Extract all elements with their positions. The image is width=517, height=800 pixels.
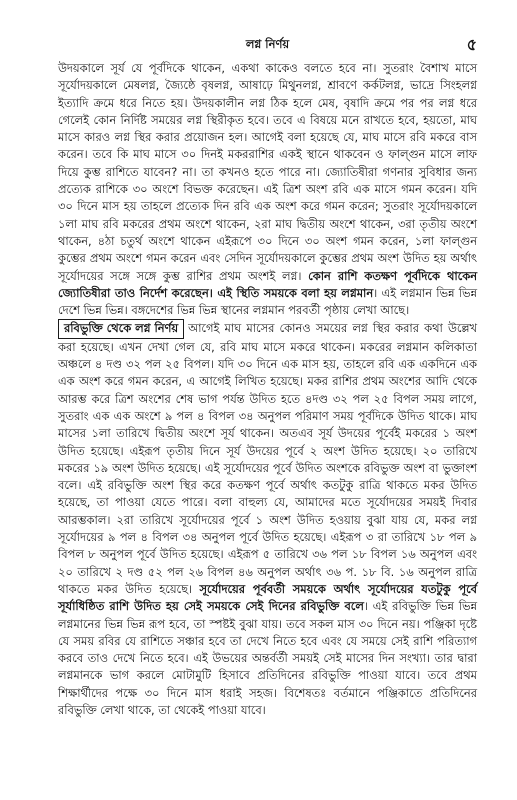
body-text bbox=[58, 60, 477, 719]
paragraph-2 bbox=[58, 319, 477, 719]
paragraph-2-text-c: । এই রবিভুক্তি ভিন্ন ভিন্ন লগ্নমানের ভিন্ন ভিন্ন রূপ হবে, তা স্পষ্টই বুঝা যায়। তবে সকল মাস ৩০ দিনে নয়। পঞ্জিকা দৃষ্টে যে সময় রবির যে রাশিতে সঞ্চার হবে তা দেখে নিতে হবে এবং যে সময়ে সেই রাশি পরিত্যাগ করবে তাও দেখে নিতে হবে। এই উভয়ের অন্তর্বর্তী সময়ই সেই মাসের দিন সংখ্যা। তার দ্বারা লগ্নমানকে ভাগ করলে মোটামুটি হিসাবে প্রতিদিনের রবিভুক্তি পাওয়া যাবে। তবে প্রথম শিক্ষার্থীদের পক্ষে ৩০ দিনে মাস ধরাই সহজ। বিশেষতঃ বর্তমানে পঞ্জিকাতে প্রতিদিনের রবিভুক্তি লেখা থাকে, তা থেকেই পাওয়া যাবে। bbox=[58, 599, 477, 717]
paragraph-1-emphasis: কোন রাশি কতক্ষণ পূর্বদিকে থাকেন জ্যোতিষীরা তাও নির্দেশ করেছেন। এই স্থিতি সময়কে বলা হয় লগ্নমান bbox=[58, 268, 477, 300]
section-title-boxed: রবিভুক্তি থেকে লগ্ন নির্ণয় bbox=[58, 319, 184, 338]
paragraph-1 bbox=[58, 60, 477, 319]
running-title: লগ্ন নির্ণয় bbox=[245, 37, 290, 51]
paragraph-2-text-a: আগেই মাঘ মাসের কোনও সময়ের লগ্ন স্থির করার কথা উল্লেখ করা হয়েছে। এখন দেখা গেল যে, রবি মাঘ মাসে মকরে থাকেন। মকরের লগ্নমান কলিকাতা অঞ্চলে ৪ দণ্ড ৩২ পল ২৫ বিপল। যদি ৩০ দিনে এক মাস হয়, তাহলে রবি এক একদিনে এক এক অংশ করে গমন করেন, এ আগেই লিখিত হয়েছে। মকর রাশির প্রথম অংশের আদি থেকে আরম্ভ করে ত্রিশ অংশের শেষ ভাগ পর্যন্ত উদিত হতে ৪দণ্ড ৩২ পল ২৫ বিপল সময় লাগে, সুতরাং এক এক অংশে ৯ পল ৪ বিপল ৩৪ অনুপল পরিমাণ সময় পূর্বদিকে উদিত থাকে। মাঘ মাসের ১লা তারিখে দ্বিতীয় অংশে সূর্য থাকেন। অতএব সূর্য উদয়ের পূর্বেই মকরের ১ অংশ উদিত হয়েছে। এইরূপ তৃতীয় দিনে সূর্য উদয়ের পূর্বে ২ অংশ উদিত হয়েছে। ২০ তারিখে মকরের ১৯ অংশ উদিত হয়েছে। এই সূর্যোদয়ের পূর্বে উদিত অংশকে রবিভুক্ত অংশ বা ভুক্তাংশ বলে। এই রবিভুক্তি অংশ স্থির করে কতক্ষণ পূর্বে অর্থাৎ কতটুকু রাত্রি থাকতে মকর উদিত হয়েছে, তা পাওয়া যেতে পারে। বলা বাহুল্য যে, আমাদের মতে সূর্যোদয়ের সময়ই দিবার আরম্ভকাল। ২রা তারিখে সূর্যোদয়ের পূর্বে ১ অংশ উদিত হওয়ায় বুঝা যায় যে, মকর লগ্ন সূর্যোদয়ের ৯ পল ৪ বিপল ৩৪ অনুপল পূর্বে উদিত হয়েছে। এইরূপ ৩ রা তারিখে ১৮ পল ৯ বিপল ৮ অনুপল পূর্বে উদিত হয়েছে। এইরূপ ৫ তারিখে ৩৬ পল ১৮ বিপল ১৬ অনুপল এবং ২০ তারিখে ২ দণ্ড ৫২ পল ২৬ বিপল ৪৬ অনুপল অর্থাৎ ৩৬ প. ১৮ বি. ১৬ অনুপল রাত্রি থাকতে মকর উদিত হয়েছে। bbox=[58, 321, 477, 596]
page-number: ৫ bbox=[466, 35, 477, 54]
paragraph-1-text-a: উদয়কালে সূর্য যে পূর্বদিকে থাকেন, একথা কাকেও বলতে হবে না। সুতরাং বৈশাখ মাসে সূর্যোদয়কালে মেষলগ্ন, জ্যৈষ্ঠে বৃষলগ্ন, আষাঢ়ে মিথুনলগ্ন, শ্রাবণে কর্কটলগ্ন, ভাদ্রে সিংহলগ্ন ইত্যাদি ক্রমে ধরে নিতে হয়। উদয়কালীন লগ্ন ঠিক হলে মেষ, বৃষাদি ক্রমে পর পর লগ্ন ধরে গেলেই কোন নির্দিষ্ট সময়ের লগ্ন স্থিরীকৃত হবে। তবে এ বিষয়ে মনে রাখতে হবে, হয়তো, মাঘ মাসে কারও লগ্ন স্থির করার প্রয়োজন হল। আগেই বলা হয়েছে যে, মাঘ মাসে রবি মকরে বাস করেন। তবে কি মাঘ মাসে ৩০ দিনই মকররাশির একই স্থানে থাকবেন ও ফাল্গুন মাসে লাফ দিয়ে কুম্ভ রাশিতে যাবেন? না। তা কখনও হতে পারে না। জ্যোতিষীরা গণনার সুবিধার জন্য প্রত্যেক রাশিকে ৩০ অংশে বিভক্ত করেছেন। এই ত্রিশ অংশ রবি এক মাসে গমন করেন। যদি ৩০ দিনে মাস হয় তাহলে প্রত্যেক দিন রবি এক অংশ করে গমন করেন; সুতরাং সূর্যোদয়কালে ১লা মাঘ রবি মকরের প্রথম অংশে থাকেন, ২রা মাঘ দ্বিতীয় অংশে থাকেন, ৩রা তৃতীয় অংশে থাকেন, ৪ঠা চতুর্থ অংশে থাকেন এইরূপে ৩০ দিনে ৩০ অংশ গমন করেন, ১লা ফাল্গুন কুম্ভের প্রথম অংশে গমন করেন এবং সেদিন সূর্যোদয়কালে কুম্ভের প্রথম অংশ উদিত হয় অর্থাৎ সূর্যোদয়ের সঙ্গে সঙ্গে কুম্ভ রাশির প্রথম অংশই লগ্ন। bbox=[58, 61, 477, 283]
page-header bbox=[58, 32, 477, 56]
paragraph-2-emphasis: সূর্যোদয়ের পূর্ববর্তী সময়কে অর্থাৎ সূর্যোদয়ের যতটুকু পূর্বে সূর্যাধিষ্ঠিত রাশি উদিত হয় সেই সময়কে সেই দিনের রবিভুক্তি বলে bbox=[58, 581, 478, 614]
paragraph-1-text-c: । এই লগ্নমান ভিন্ন ভিন্ন দেশে ভিন্ন ভিন্ন। বঙ্গদেশের ভিন্ন ভিন্ন স্থানের লগ্নমান পরবর্তী পৃষ্ঠায় লেখা আছে। bbox=[58, 285, 477, 318]
